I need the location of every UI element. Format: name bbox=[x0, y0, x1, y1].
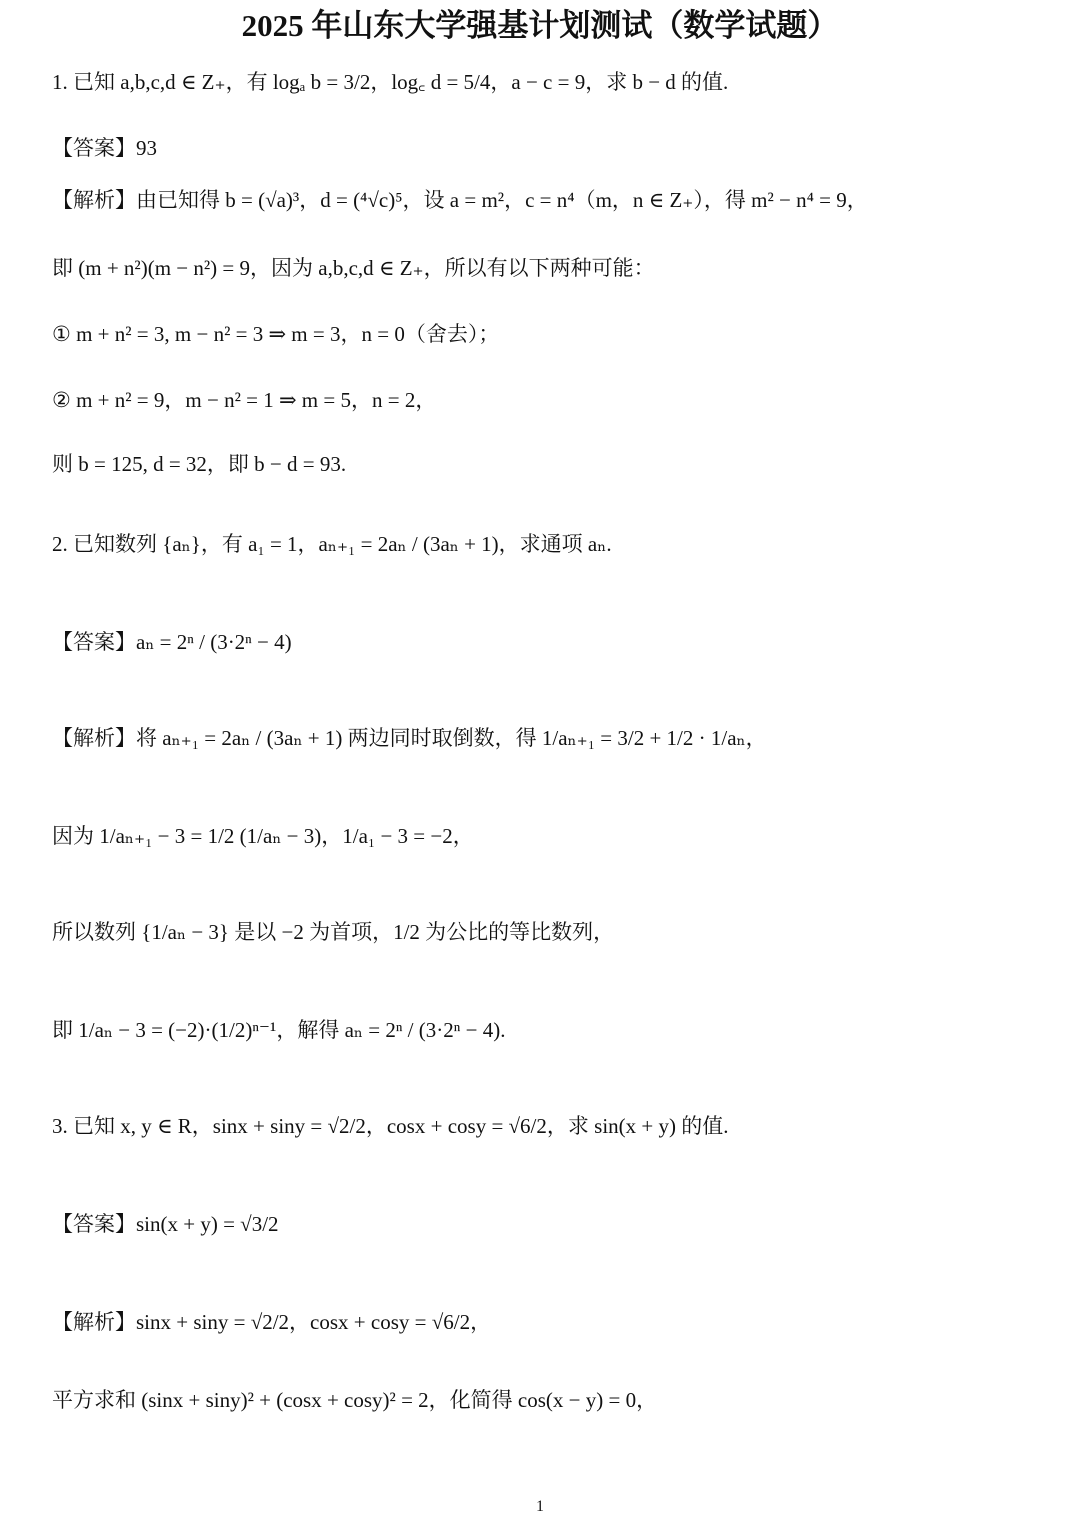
text-line: 即 1/aₙ − 3 = (−2)·(1/2)ⁿ⁻¹，解得 aₙ = 2ⁿ / (3·2ⁿ − 4). bbox=[52, 1018, 506, 1042]
text-line: 【答案】aₙ = 2ⁿ / (3·2ⁿ − 4) bbox=[52, 630, 292, 654]
text-line: 1. 已知 a,b,c,d ∈ Z₊，有 logₐ b = 3/2，log꜀ d = 5/4，a − c = 9，求 b − d 的值. bbox=[52, 70, 729, 94]
text-line: 【解析】sinx + siny = √2/2，cosx + cosy = √6/2， bbox=[52, 1310, 492, 1334]
text-line: 即 (m + n²)(m − n²) = 9，因为 a,b,c,d ∈ Z₊，所以有以下两种可能： bbox=[52, 256, 655, 280]
text-line: 【解析】将 aₙ₊₁ = 2aₙ / (3aₙ + 1) 两边同时取倒数，得 1/aₙ₊₁ = 3/2 + 1/2 · 1/aₙ， bbox=[52, 726, 767, 750]
text-line: 【答案】sin(x + y) = √3/2 bbox=[52, 1212, 279, 1236]
text-line: 3. 已知 x, y ∈ R，sinx + siny = √2/2，cosx + cosy = √6/2，求 sin(x + y) 的值. bbox=[52, 1114, 729, 1138]
text-line: 则 b = 125, d = 32，即 b − d = 93. bbox=[52, 452, 347, 476]
text-line: ① m + n² = 3, m − n² = 3 ⇒ m = 3，n = 0（舍去）； bbox=[52, 322, 500, 346]
text-line: 平方求和 (sinx + siny)² + (cosx + cosy)² = 2，化简得 cos(x − y) = 0， bbox=[52, 1388, 658, 1412]
page-number: 1 bbox=[536, 1498, 544, 1515]
text-line: 【答案】93 bbox=[52, 136, 157, 160]
document-title: 2025 年山东大学强基计划测试（数学试题） bbox=[241, 8, 839, 43]
text-line: ② m + n² = 9，m − n² = 1 ⇒ m = 5，n = 2， bbox=[52, 388, 437, 412]
text-line: 【解析】由已知得 b = (√a)³，d = (⁴√c)⁵，设 a = m²，c = n⁴（m，n ∈ Z₊），得 m² − n⁴ = 9， bbox=[52, 188, 868, 212]
text-line: 2. 已知数列 {aₙ}，有 a₁ = 1，aₙ₊₁ = 2aₙ / (3aₙ + 1)，求通项 aₙ. bbox=[52, 532, 612, 556]
text-line: 所以数列 {1/aₙ − 3} 是以 −2 为首项，1/2 为公比的等比数列， bbox=[52, 920, 615, 944]
text-line: 因为 1/aₙ₊₁ − 3 = 1/2 (1/aₙ − 3)，1/a₁ − 3 = −2， bbox=[52, 824, 474, 848]
